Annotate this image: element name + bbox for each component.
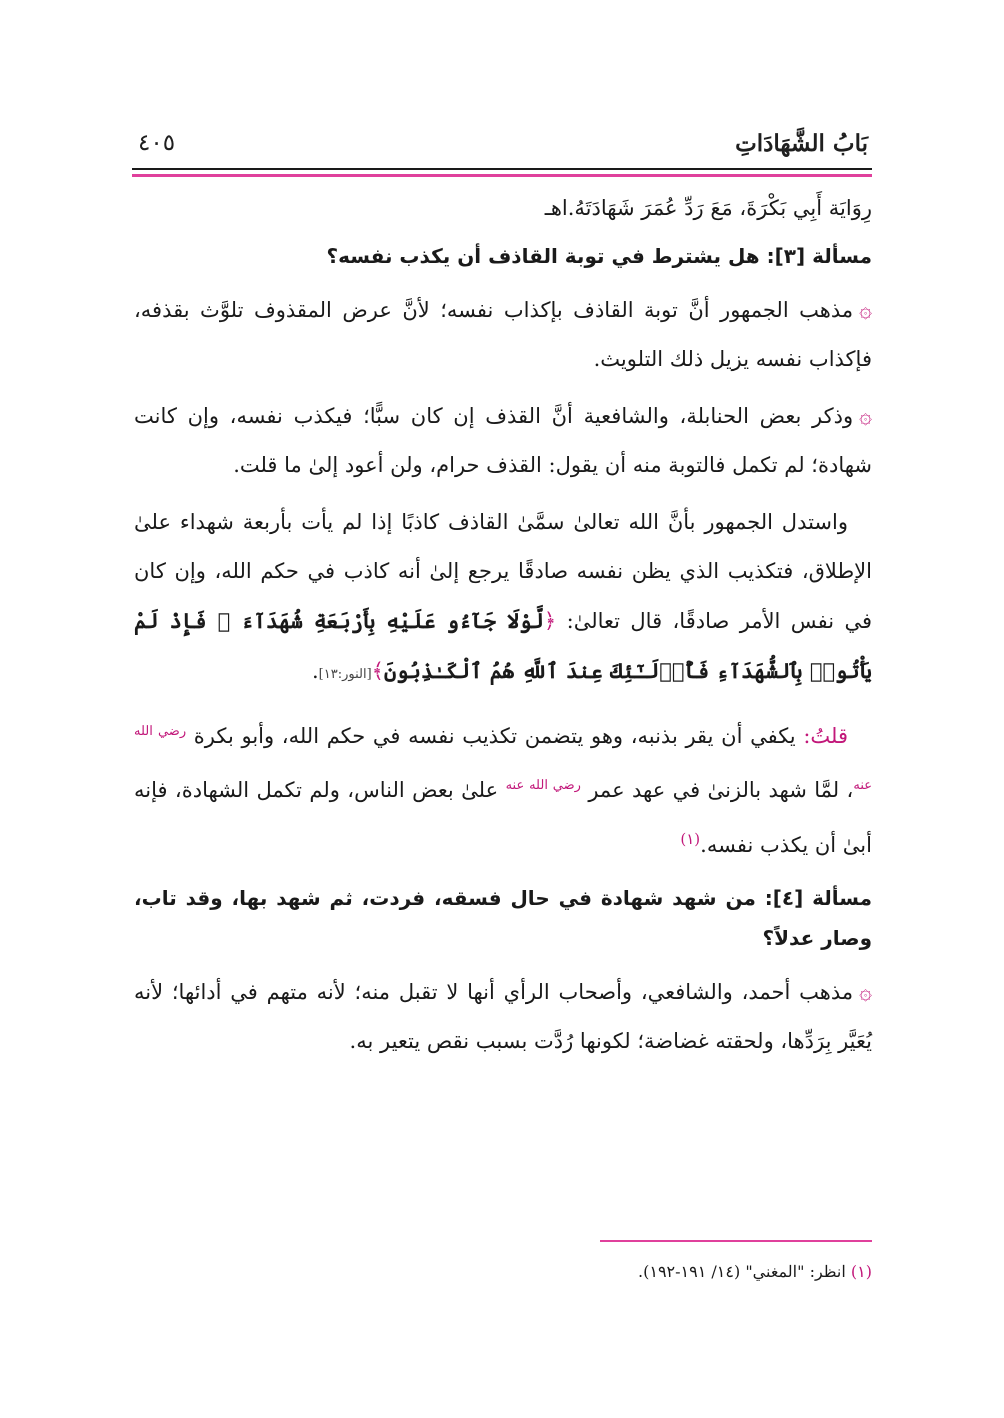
paragraph-majority-view bbox=[134, 286, 872, 384]
paragraph-ahmad-view bbox=[134, 968, 872, 1066]
author-note-label: قلتُ: bbox=[803, 724, 849, 748]
paragraph-hanbali-view bbox=[134, 392, 872, 490]
quran-reference: [النور:١٣] bbox=[318, 667, 372, 682]
running-title: بَابُ الشَّهَادَاتِ bbox=[735, 130, 868, 157]
paragraph-author-note bbox=[134, 707, 872, 870]
footnote-text: انظر: "المغني" (١٤/ ١٩١-١٩٢). bbox=[638, 1262, 846, 1281]
quran-close-bracket: ﴾ bbox=[371, 659, 384, 683]
quran-open-bracket: ﴿ bbox=[543, 609, 557, 633]
footnote-rule bbox=[600, 1240, 872, 1242]
paragraph-text: مذهب أحمد، والشافعي، وأصحاب الرأي أنها لا تقبل منه؛ لأنه متهم في أدائها؛ لأنه يُعَيَّر بِرَدِّها، ولحقته غضاضة؛ لكونها رُدَّت بسبب نقص يتعير به. bbox=[134, 980, 872, 1053]
flower-ornament-icon: ۞ bbox=[859, 298, 872, 323]
page-body bbox=[134, 188, 872, 1074]
question-4-heading: مسألة [٤]: من شهد شهادة في حال فسقه، فردت، ثم شهد بها، وقد تاب، وصار عدلاً؟ bbox=[134, 886, 872, 950]
paragraph-text: وذكر بعض الحنابلة، والشافعية أنَّ القذف إن كان سبًّا؛ فيكذب نفسه، وإن كانت شهادة؛ لم تكمل فالتوبة منه أن يقول: القذف حرام، ولن أعود إلىٰ ما قلت. bbox=[134, 404, 872, 477]
question-3-heading: مسألة [٣]: هل يشترط في توبة القاذف أن يكذب نفسه؟ bbox=[326, 244, 872, 268]
paragraph-text: واستدل الجمهور بأنَّ الله تعالىٰ سمَّىٰ القاذف كاذبًا إذا لم يأت بأربعة شهداء علىٰ الإطلاق، فتكذيب الذي يظن نفسه صادقًا يرجع إلىٰ أنه كاذب في حكم الله، وإن كان في نفس الأمر صادقًا، قال تعالىٰ: bbox=[134, 510, 872, 633]
footnote-marker[interactable]: (١) bbox=[680, 830, 701, 848]
paragraph-text: علىٰ بعض الناس، ولم تكمل الشهادة، فإنه أبىٰ أن يكذب نفسه. bbox=[134, 778, 872, 857]
footnote bbox=[638, 1262, 872, 1281]
footnote-number: (١) bbox=[850, 1262, 872, 1281]
honorific-icon: رضي الله عنه bbox=[505, 778, 581, 793]
paragraph-text: يكفي أن يقر بذنبه، وهو يتضمن تكذيب نفسه في حكم الله، وأبو بكرة bbox=[193, 724, 796, 748]
continued-line: رِوَايَة أَبِي بَكْرَةَ، مَعَ رَدِّ عُمَرَ شَهَادَتَهُ.اهـ bbox=[544, 196, 872, 220]
paragraph-evidence bbox=[134, 498, 872, 699]
quran-verse: لَّوْلَا جَآءُو عَلَيْهِ بِأَرْبَعَةِ شُهَدَآءَ ۚ فَإِذْ لَمْ يَأْتُوا۟ بِٱلشُّهَدَآءِ فَأُو۟لَـٰٓئِكَ عِندَ ٱللَّهِ هُمُ ٱلْكَـٰذِبُونَ bbox=[134, 608, 872, 683]
paragraph-text: مذهب الجمهور أنَّ توبة القاذف بإكذاب نفسه؛ لأنَّ عرض المقذوف تلوَّث بقذفه، فإكذاب نفسه يزيل ذلك التلويث. bbox=[134, 298, 872, 371]
flower-ornament-icon: ۞ bbox=[859, 404, 872, 429]
honorific-icon: رضي الله عنه bbox=[134, 724, 872, 793]
page-number: ٤٠٥ bbox=[138, 130, 176, 156]
period: . bbox=[311, 659, 319, 683]
flower-ornament-icon: ۞ bbox=[859, 980, 872, 1005]
header-rule-pink bbox=[132, 174, 872, 177]
paragraph-text: ، لمَّا شهد بالزنىٰ في عهد عمر bbox=[588, 778, 854, 802]
header-rule-black bbox=[132, 168, 872, 170]
